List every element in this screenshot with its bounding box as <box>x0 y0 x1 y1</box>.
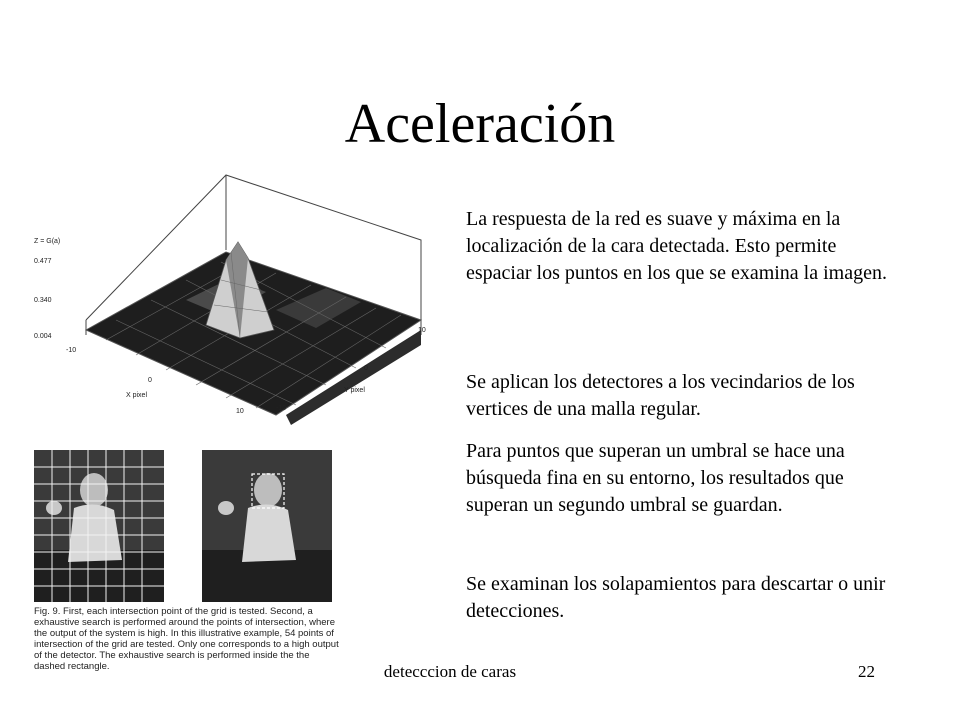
figure-caption: Fig. 9. First, each intersection point of the grid is tested. Second, a exhaustive search is performed around the points of intersection, where the output of the system is high. In this illustrative example, 54 points of intersection of the grid are tested. Only one corresponds to a high output of the detector. The exhaustive search is performed inside the the dashed rectangle. <box>34 606 339 672</box>
x-tick: 0 <box>148 377 152 384</box>
paragraph-3: Para puntos que superan un umbral se hace una búsqueda fina en su entorno, los resultados que superan un segundo umbral se guardan. <box>466 440 845 516</box>
detection-photo-image <box>202 450 332 602</box>
y-tick: -10 <box>276 405 287 412</box>
y-tick: 10 <box>418 327 426 334</box>
response-surface-figure <box>26 170 436 425</box>
paragraph-4: Se examinan los solapamientos para descartar o unir detecciones. <box>466 573 886 622</box>
z-axis-label: Z = G(a) <box>34 238 61 245</box>
grid-photo-image <box>34 450 164 602</box>
detection-photo <box>202 450 332 602</box>
x-axis-label: X pixel <box>126 392 148 399</box>
footer-title: detecccion de caras <box>383 662 517 681</box>
paragraph-2: Se aplican los detectores a los vecindarios de los vertices de una malla regular. <box>466 371 855 420</box>
page-number: 22 <box>858 662 875 681</box>
grid-photo <box>34 450 164 602</box>
grid-search-figure <box>30 440 342 675</box>
x-tick: -10 <box>66 347 77 354</box>
z-tick: 0.477 <box>34 258 52 265</box>
slide-title: Aceleración <box>344 93 616 155</box>
y-axis-label: Y pixel <box>344 387 365 394</box>
z-tick: 0.004 <box>34 333 52 340</box>
x-tick: 10 <box>236 408 244 415</box>
paragraph-1: La respuesta de la red es suave y máxima en la localización de la cara detectada. Esto permite espaciar los puntos en los que se examina la imagen. <box>466 208 887 284</box>
y-tick: 0 <box>364 365 368 372</box>
z-tick: 0.340 <box>34 297 52 304</box>
